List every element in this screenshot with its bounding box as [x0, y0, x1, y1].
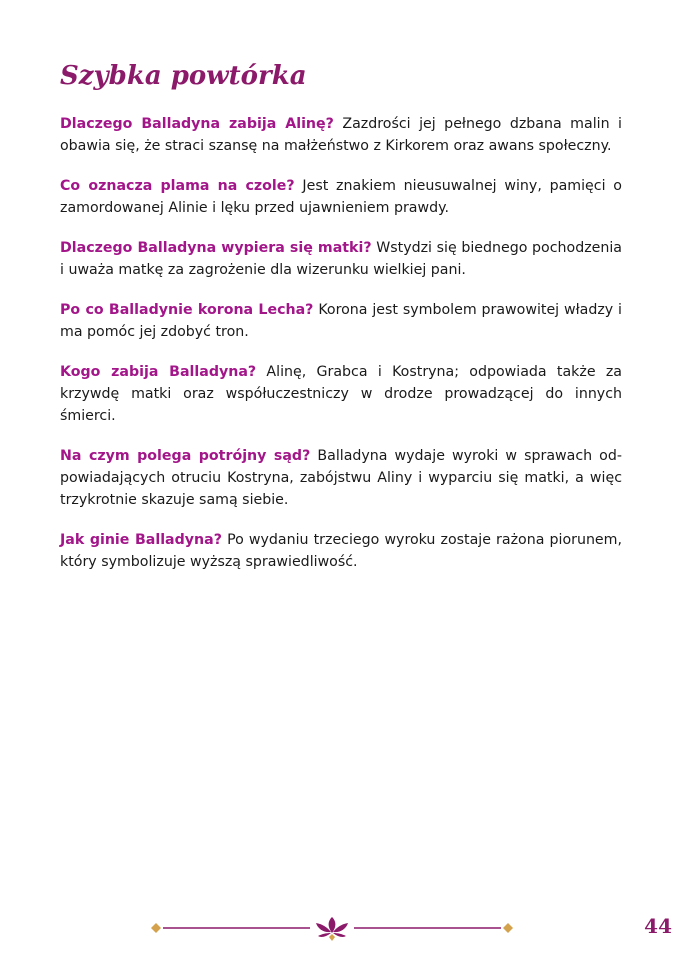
qa-item	[60, 299, 622, 343]
qa-answer: Wstydzi się biednego pochodzenia i uważa matkę za zagrożenie dla wizerunku wielkiej pani.	[60, 240, 623, 278]
qa-answer: Korona jest symbolem prawowitej władzy i ma pomóc jej zdobyć tron.	[60, 302, 623, 340]
central-fleur-icon	[316, 917, 348, 941]
qa-question: Dlaczego Balladyna wypiera się matki?	[60, 240, 372, 256]
qa-question: Jak ginie Balladyna?	[60, 532, 222, 548]
qa-item	[60, 529, 622, 573]
qa-list	[60, 113, 622, 591]
qa-item	[60, 445, 622, 511]
qa-question: Co oznacza plama na czole?	[60, 178, 295, 194]
qa-item	[60, 361, 622, 427]
qa-answer: Po wydaniu trzeciego wyroku zostaje rażona piorunem, który symbolizuje wyższą sprawiedliwość.	[60, 532, 622, 570]
fleur-ornament-icon	[148, 913, 516, 943]
qa-item	[60, 113, 622, 157]
qa-answer: Zazdrości jej pełnego dzbana malin i obawia się, że straci szansę na małżeństwo z Kirkorem oraz awans społeczny.	[60, 116, 622, 154]
qa-answer: Jest znakiem nieusuwalnej winy, pamięci o zamordowanej Alinie i lęku przed ujawnieniem prawdy.	[60, 178, 622, 216]
left-diamond-icon	[151, 923, 161, 933]
qa-question: Na czym polega potrójny sąd?	[60, 448, 311, 464]
qa-item	[60, 175, 622, 219]
qa-question: Kogo zabija Balladyna?	[60, 364, 257, 380]
qa-answer: Alinę, Grabca i Kostryna; odpowiada także za krzywdę matki oraz współuczestniczy w drodze prowadzącej do innych śmierci.	[60, 364, 622, 424]
right-diamond-icon	[503, 923, 513, 933]
page-number: 44	[644, 914, 672, 938]
qa-item	[60, 237, 622, 281]
qa-answer: Balladyna wydaje wyroki w sprawach odpowiadających otruciu Kostryna, zabójstwu Aliny i wyparciu się matki, a więc trzykrotnie skazuje samą siebie.	[60, 448, 622, 508]
qa-question: Dlaczego Balladyna zabija Alinę?	[60, 116, 334, 132]
page-title: Szybka powtórka	[60, 61, 307, 91]
qa-question: Po co Balladynie korona Lecha?	[60, 302, 314, 318]
